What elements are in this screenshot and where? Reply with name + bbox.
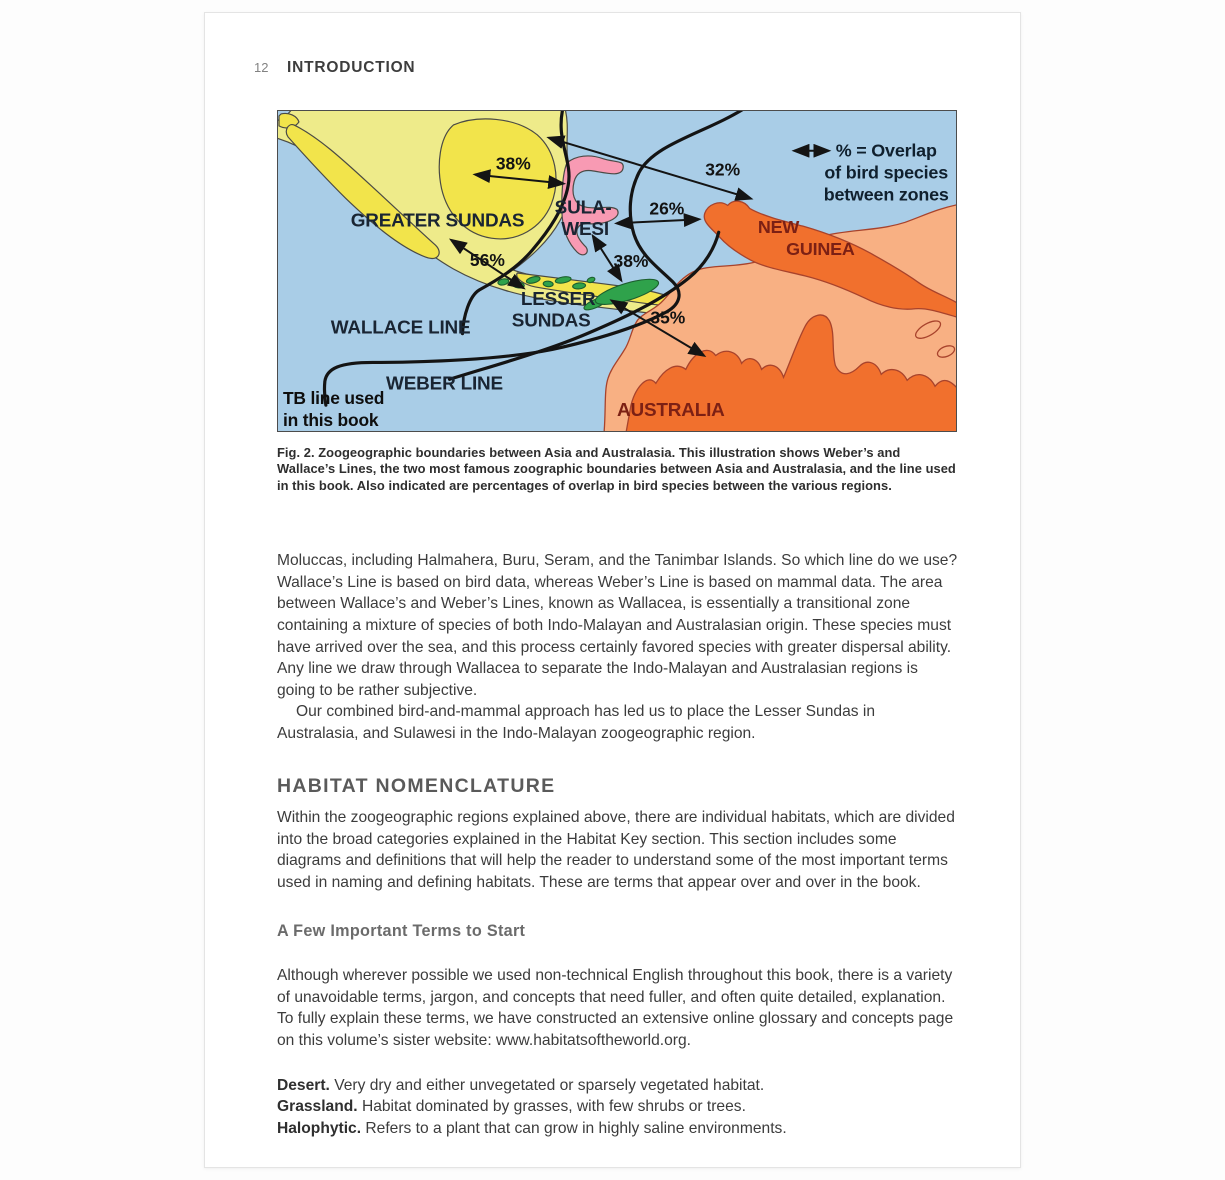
page-title: INTRODUCTION	[287, 59, 416, 76]
definition-text: Habitat dominated by grasses, with few shrubs or trees.	[361, 1098, 746, 1116]
pct-asia-new-guinea: 32%	[705, 159, 741, 180]
map-label-greater-sundas: GREATER SUNDAS	[350, 210, 525, 232]
map-label-sulawesi-line1: SULA-	[554, 197, 612, 219]
pct-sulawesi-lesser: 38%	[613, 251, 649, 272]
map-label-weber-line: WEBER LINE	[386, 373, 503, 395]
page-header	[254, 59, 958, 77]
map-label-new-guinea-line1: NEW	[757, 217, 800, 238]
definition-text: Very dry and either unvegetated or sparsely vegetated habitat.	[334, 1076, 765, 1094]
legend-line1: % = Overlap	[835, 140, 937, 161]
book-page	[204, 12, 1021, 1168]
habitat-paragraph: Within the zoogeographic regions explained above, there are individual habitats, which are divided into the broad categories explained in the Habitat Key section. This section includes some diagrams and definitions that will help the reader to understand some of the most important terms used in naming and defining habitats. These are terms that appear over and over in the book.	[277, 809, 955, 891]
pct-sundas-lesser: 56%	[469, 250, 505, 271]
legend-line3: between zones	[823, 184, 949, 205]
definition-term: Desert.	[277, 1076, 330, 1094]
intro-paragraph-1: Moluccas, including Halmahera, Buru, Seram, and the Tanimbar Islands. So which line do we use? Wallace’s Line is based on bird data, whereas Weber’s Line is based on mammal data. The area between Wallace’s and Weber’s Lines, known as Wallacea, is essentially a transitional zone containing a mixture of species of both Indo-Malayan and Australasian origin. These species must have arrived over the sea, and this process certainly favored species with greater dispersal ability. Any line we draw through Wallacea to separate the Indo-Malayan and Australasian regions is going to be rather subjective.	[277, 552, 958, 699]
definition-halophytic	[277, 1118, 958, 1140]
terms-paragraph: Although wherever possible we used non-technical English throughout this book, there is a variety of unavoidable terms, jargon, and concepts that need fuller, and often quite detailed, explanation. To fully explain these terms, we have constructed an extensive online glossary and concepts page on this volume’s sister website: www.habitatsoftheworld.org.	[277, 967, 954, 1049]
pct-sundas-sulawesi: 38%	[495, 153, 531, 174]
figure-caption: Fig. 2. Zoogeographic boundaries between Asia and Australasia. This illustration shows Weber’s and Wallace’s Lines, the two most famous zoographic boundaries between Asia and Australasia, and the line used in this book. Also indicated are percentages of overlap in bird species between the various regions.	[277, 445, 956, 493]
body-text	[277, 550, 958, 1139]
pct-sulawesi-new-guinea: 26%	[649, 198, 685, 219]
figure-zoogeographic-map	[277, 110, 958, 494]
definition-list	[277, 1075, 958, 1140]
map-label-wallace-line: WALLACE LINE	[330, 317, 471, 339]
subsection-heading-important-terms: A Few Important Terms to Start	[277, 921, 526, 940]
intro-paragraph-2: Our combined bird-and-mammal approach has led us to place the Lesser Sundas in Australasia, and Sulawesi in the Indo-Malayan zoogeographic region.	[277, 703, 876, 742]
map-image	[277, 110, 957, 432]
pct-lesser-australia: 35%	[650, 307, 686, 328]
definition-grassland	[277, 1096, 958, 1118]
map-label-lesser-line1: LESSER	[520, 288, 596, 310]
map-label-sulawesi-line2: WESI	[561, 219, 609, 241]
definition-text: Refers to a plant that can grow in highly saline environments.	[365, 1119, 787, 1137]
definition-term: Halophytic.	[277, 1119, 362, 1137]
definition-desert	[277, 1075, 958, 1097]
map-label-tb-line1: TB line used	[282, 388, 385, 409]
section-heading-habitat-nomenclature: HABITAT NOMENCLATURE	[277, 774, 556, 797]
map-label-australia: AUSTRALIA	[617, 400, 725, 422]
map-label-new-guinea-line2: GUINEA	[786, 239, 855, 260]
page-number: 12	[254, 60, 269, 75]
map-label-lesser-line2: SUNDAS	[511, 310, 591, 332]
map-label-tb-line2: in this book	[282, 410, 379, 431]
definition-term: Grassland.	[277, 1098, 358, 1116]
legend-line2: of bird species	[824, 162, 949, 183]
